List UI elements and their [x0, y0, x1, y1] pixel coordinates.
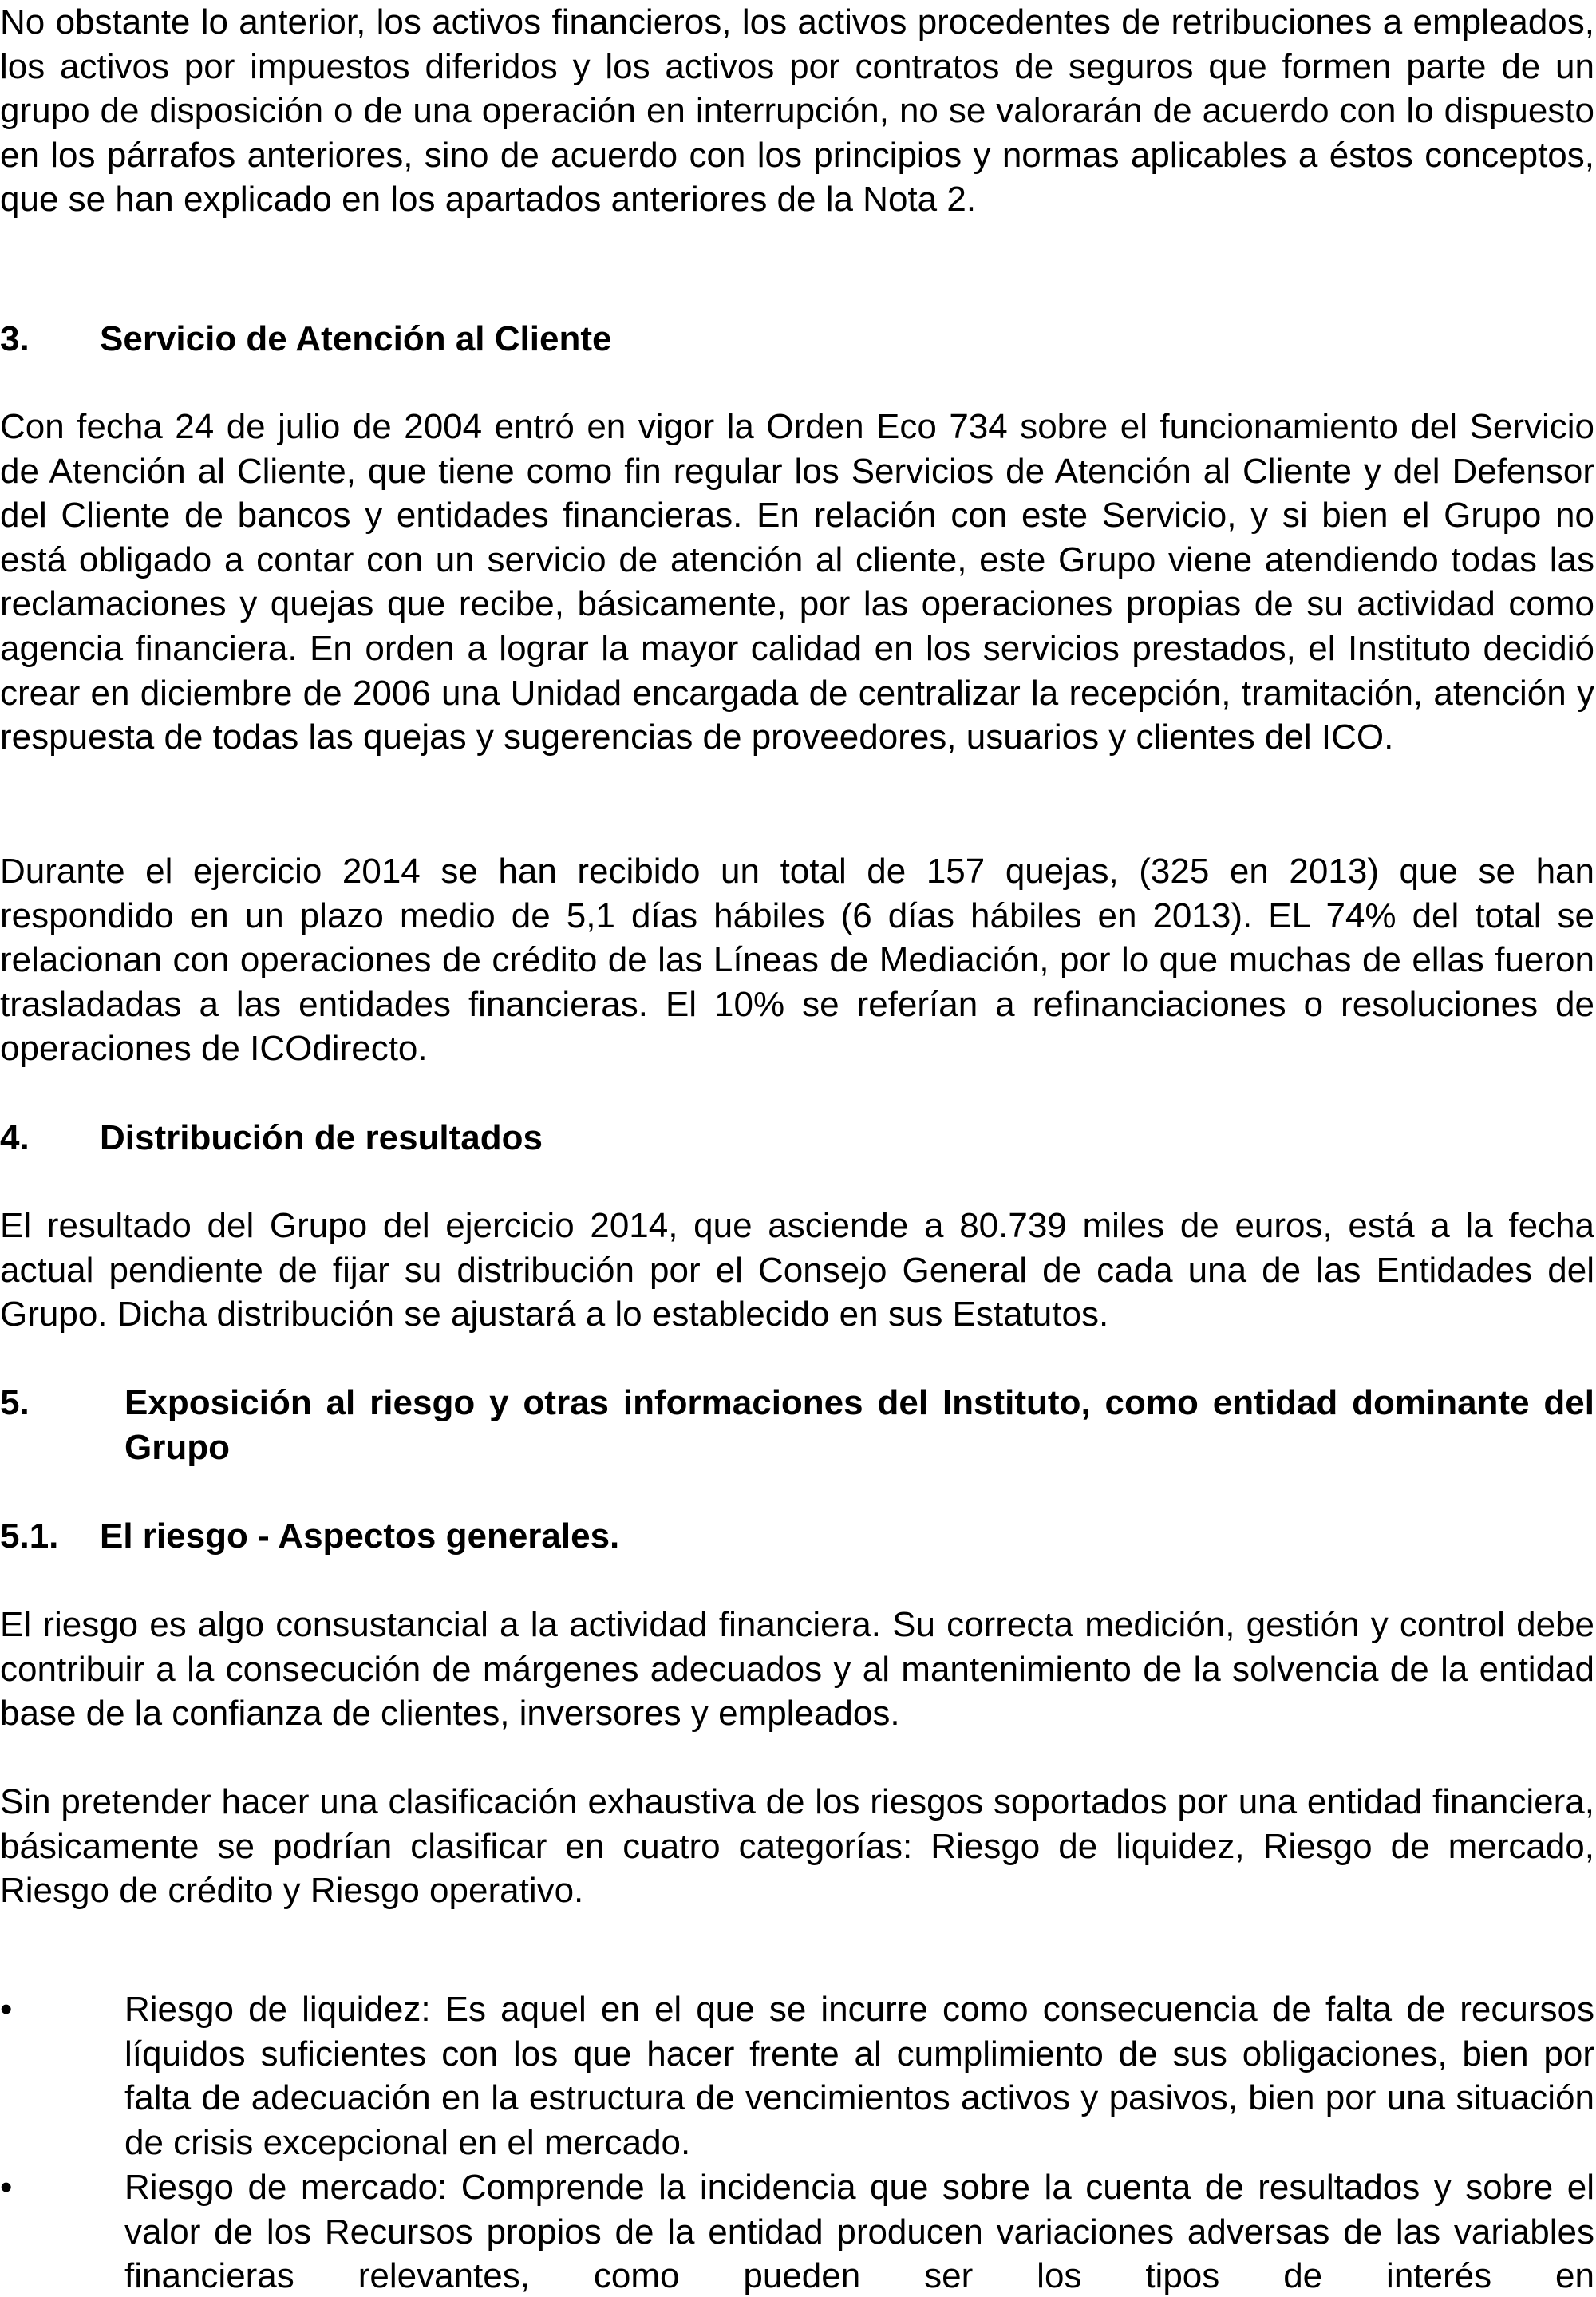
bullet-marker: • — [0, 2168, 13, 2207]
intro-paragraph: No obstante lo anterior, los activos financieros, los activos procedentes de retribuciones a empleados, los activos por impuestos diferidos y los activos por contratos de seguros que formen parte de un grupo de disposición o de una operación en interrupción, no se valorarán de acuerdo con lo dispuesto en los párrafos anteriores, sino de acuerdo con los principios y normas aplicables a éstos conceptos, que se han explicado en los apartados anteriores de la Nota 2. — [0, 2, 1594, 219]
section-5-title: Exposición al riesgo y otras informaciones del Instituto, como entidad dominante del Grupo — [124, 1383, 1594, 1467]
section-4-number: 4. — [0, 1118, 30, 1157]
section-4-title: Distribución de resultados — [100, 1118, 543, 1157]
bullet-item-liquidity-risk — [0, 1987, 1594, 2165]
section-4-paragraph-1: El resultado del Grupo del ejercicio 2014, que asciende a 80.739 miles de euros, está a la fecha actual pendiente de fijar su distribución por el Consejo General de cada una de las Entidades del Grupo. Dicha distribución se ajustará a lo establecido en sus Estatutos. — [0, 1206, 1594, 1334]
section-5-1-paragraph-2: Sin pretender hacer una clasificación exhaustiva de los riesgos soportados por una entidad financiera, básicamente se podrían clasificar en cuatro categorías: Riesgo de liquidez, Riesgo de mercado, Riesgo de crédito y Riesgo operativo. — [0, 1782, 1594, 1911]
section-3-title: Servicio de Atención al Cliente — [100, 319, 612, 358]
section-5-number: 5. — [0, 1383, 30, 1422]
section-5-heading — [0, 1381, 1594, 1469]
bullet-marker: • — [0, 1990, 13, 2029]
section-5-1-paragraph-1: El riesgo es algo consustancial a la actividad financiera. Su correcta medición, gestión y control debe contribuir a la consecución de márgenes adecuados y al mantenimiento de la solvencia de la entidad base de la confianza de clientes, inversores y empleados. — [0, 1605, 1594, 1734]
bullet-item-market-risk — [0, 2165, 1594, 2297]
section-3-paragraph-1: Con fecha 24 de julio de 2004 entró en vigor la Orden Eco 734 sobre el funcionamiento del Servicio de Atención al Cliente, que tiene como fin regular los Servicios de Atención al Cliente y del Defensor del Cliente de bancos y entidades financieras. En relación con este Servicio, y si bien el Grupo no está obligado a contar con un servicio de atención al cliente, este Grupo viene atendiendo todas las reclamaciones y quejas que recibe, básicamente, por las operaciones propias de su actividad como agencia financiera. En orden a lograr la mayor calidad en los servicios prestados, el Instituto decidió crear en diciembre de 2006 una Unidad encargada de centralizar la recepción, tramitación, atención y respuesta de todas las quejas y sugerencias de proveedores, usuarios y clientes del ICO. — [0, 407, 1594, 757]
section-5-1-heading — [0, 1514, 1594, 1559]
section-3-number: 3. — [0, 319, 30, 358]
section-5-1-title: El riesgo - Aspectos generales. — [100, 1516, 620, 1556]
bullet-text: Riesgo de liquidez: Es aquel en el que se incurre como consecuencia de falta de recursos líquidos suficientes con los que hacer frente al cumplimiento de sus obligaciones, bien por falta de adecuación en la estructura de vencimientos activos y pasivos, bien por una situación de crisis excepcional en el mercado. — [124, 1990, 1594, 2162]
section-4-heading — [0, 1116, 1594, 1160]
bullet-text: Riesgo de mercado: Comprende la incidencia que sobre la cuenta de resultados y sobre el valor de los Recursos propios de la entidad producen variaciones adversas de las variables financieras relevantes, como pueden ser los tipos de interés en — [124, 2168, 1594, 2296]
section-3-paragraph-2: Durante el ejercicio 2014 se han recibido un total de 157 quejas, (325 en 2013) que se han respondido en un plazo medio de 5,1 días hábiles (6 días hábiles en 2013). EL 74% del total se relacionan con operaciones de crédito de las Líneas de Mediación, por lo que muchas de ellas fueron trasladadas a las entidades financieras. El 10% se referían a refinanciaciones o resoluciones de operaciones de ICOdirecto. — [0, 852, 1594, 1069]
section-5-1-number: 5.1. — [0, 1516, 59, 1556]
section-3-heading — [0, 317, 1594, 362]
